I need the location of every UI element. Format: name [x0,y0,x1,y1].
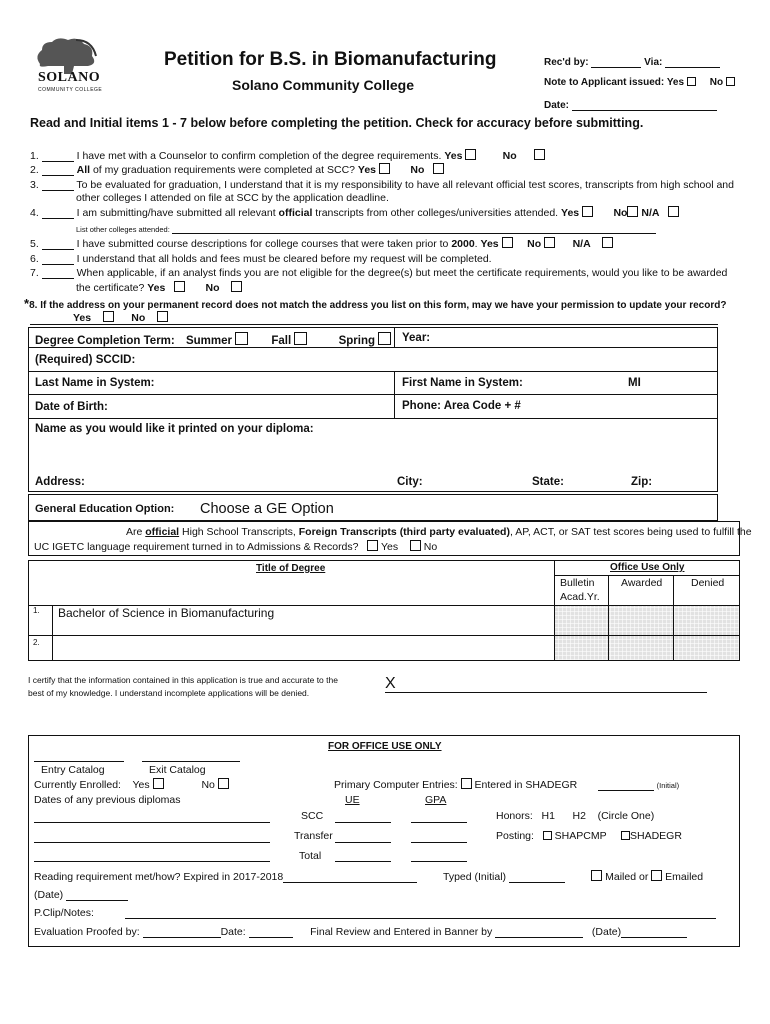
item-number: 8. [29,300,38,311]
item-number: 5. [30,238,39,250]
currently-enrolled-row [34,778,229,791]
logo-sub: COMMUNITY COLLEGE [38,87,103,93]
final-review-field[interactable] [495,925,583,938]
igetc-no-label: No [423,541,438,553]
date-label: (Date) [34,889,64,901]
item-5: 5. I have submitted course descriptions for college courses that were taken prior to 2000. Yes No N/A [30,237,613,250]
item-text: the certificate? [76,282,145,294]
item-text: To be evaluated for graduation, I understand that it is my responsibility to have all relevant official test scores, transcripts from high school and [76,179,734,191]
logo-name: SOLANO [38,70,101,85]
transfer-ue-field[interactable] [335,842,391,843]
signature-field[interactable] [385,692,707,693]
final-date-field[interactable] [621,925,687,938]
signature-x-mark: X [385,675,396,692]
awarded-header: Awarded [621,577,663,589]
divider [608,575,609,661]
item-3-continued: other colleges I attended on file at SCC by the application deadline. [76,192,389,204]
reading-row [34,870,417,883]
item-2 [30,163,444,176]
igetc-text: , AP, ACT, or SAT test scores being used to fulfill the [509,526,752,538]
eval-date-field[interactable] [249,925,293,938]
igetc-line-1 [126,526,752,538]
divider [28,418,718,419]
item-3 [30,178,734,191]
fall-label: Fall [271,335,292,347]
shapcmp-checkbox[interactable] [543,831,552,840]
typed-field[interactable] [509,870,565,883]
item-1 [30,149,545,162]
yes-checkbox[interactable] [379,163,390,174]
no-label: No [527,238,542,250]
entered-shadegr-label: Entered in SHADEGR [474,779,578,791]
evaluation-row [34,925,687,938]
sccid-label: (Required) SCCID: [35,354,136,366]
item-text: of my graduation requirements were completed at SCC? [90,164,355,176]
honors-label: Honors: [496,810,533,822]
date-field[interactable] [66,888,128,901]
no-label: No [613,207,628,219]
header-date-row [544,98,717,111]
primary-entries-row [334,778,679,791]
na-checkbox[interactable] [602,237,613,248]
note-no-label: No [709,77,724,88]
recd-by-field[interactable] [591,55,641,68]
yes-label: Yes [480,238,499,250]
transfer-gpa-field[interactable] [411,842,467,843]
divider [394,327,395,347]
title-of-degree-header: Title of Degree [256,563,326,574]
initial-field[interactable] [42,237,74,250]
eval-field[interactable] [143,925,221,938]
item-4 [30,206,679,219]
divider [30,324,718,325]
final-date-label: (Date) [591,926,622,938]
other-colleges-field[interactable] [172,225,656,234]
divider [673,575,674,661]
via-label: Via: [644,57,663,68]
no-label: No [410,164,425,176]
item-text: I am submitting/have submitted all relevant [76,207,279,219]
state-label: State: [532,476,564,488]
initial-field[interactable] [42,163,74,176]
pclip-label: P.Clip/Notes: [34,907,94,919]
final-review-label: Final Review and Entered in Banner by [310,926,493,938]
initial-field[interactable] [42,206,74,219]
total-ue-field[interactable] [335,861,391,862]
yes-checkbox[interactable] [174,281,185,292]
yes-checkbox[interactable] [502,237,513,248]
igetc-emphasis: official [145,526,180,538]
header-date-label: Date: [544,100,570,111]
typed-row [443,870,703,883]
item-text: When applicable, if an analyst finds you are not eligible for the degree(s) but meet the certificate requirements, would you like to be awarded [76,267,728,279]
recd-by-row [544,55,720,68]
exit-catalog-field[interactable] [142,761,240,762]
no-label: No [502,150,517,162]
reading-field[interactable] [283,870,417,883]
posting-label: Posting: [496,830,534,842]
office-use-title: FOR OFFICE USE ONLY [328,741,442,752]
item-8 [24,296,726,311]
phone-label: Phone: Area Code + # [402,400,521,412]
summer-checkbox[interactable] [235,332,248,345]
item-text: I understand that all holds and fees must be cleared before my request will be completed. [76,253,492,265]
note-yes-checkbox[interactable] [687,77,696,86]
scc-gpa-field[interactable] [411,822,467,823]
h2-option[interactable]: H2 [572,810,586,822]
igetc-yes-checkbox[interactable] [367,540,378,551]
enrolled-no-checkbox[interactable] [218,778,229,789]
na-label: N/A [641,207,660,219]
na-label: N/A [572,238,591,250]
no-checkbox[interactable] [534,149,545,160]
certify-text: best of my knowledge. I understand incomplete applications will be denied. [28,688,310,698]
posting-row [496,830,682,842]
ge-option-label: General Education Option: [35,503,175,515]
igetc-emphasis: Foreign Transcripts (third party evaluated) [298,526,510,538]
degree-title-field[interactable]: Bachelor of Science in Biomanufacturing [58,606,275,620]
no-checkbox[interactable] [627,206,638,217]
spring-checkbox[interactable] [378,332,391,345]
summer-label: Summer [185,335,232,347]
note-issued-row [544,77,735,88]
transfer-label: Transfer [294,830,333,842]
emailed-label: Emailed [665,871,704,883]
office-use-header: Office Use Only [610,562,685,573]
denied-header: Denied [691,577,725,589]
initial-field[interactable] [42,266,74,279]
diploma-name-label: Name as you would like it printed on your diploma: [35,423,314,435]
instructions: Read and Initial items 1 - 7 below before completing the petition. Check for accuracy before submitting. [30,116,644,130]
exit-catalog-label: Exit Catalog [149,764,206,776]
yes-checkbox[interactable] [103,311,114,322]
igetc-text: Are [126,526,146,538]
other-colleges-row [76,225,656,234]
item-text: I have met with a Counselor to confirm completion of the degree requirements. [76,150,442,162]
divider [28,660,740,661]
date-row [34,888,128,901]
item-emphasis: official [278,207,313,219]
no-label: No [205,282,220,294]
diploma-date-field[interactable] [34,861,270,862]
igetc-no-checkbox[interactable] [410,540,421,551]
item-text: I have submitted course descriptions for college courses that were taken prior to [76,238,452,250]
divider [394,371,395,418]
no-checkbox[interactable] [544,237,555,248]
item-6 [30,252,492,265]
divider [28,371,718,372]
initial-field[interactable] [42,178,74,191]
yes-checkbox[interactable] [582,206,593,217]
divider [28,394,718,395]
igetc-line-2 [34,540,437,553]
enrolled-yes-label: Yes [132,779,150,791]
divider [28,635,740,636]
na-checkbox[interactable] [668,206,679,217]
honors-row [496,810,654,822]
note-issued-label: Note to Applicant issued: [544,77,665,88]
other-colleges-label: List other colleges attended: [76,225,170,234]
ge-option-select[interactable]: Choose a GE Option [200,501,334,517]
office-use-shading [554,606,739,660]
certify-text: I certify that the information contained in this application is true and accurate to the [28,675,338,685]
item-8-answers [73,311,168,324]
yes-checkbox[interactable] [465,149,476,160]
last-name-label: Last Name in System: [35,377,155,389]
h1-option[interactable]: H1 [541,810,555,822]
page-title: Petition for B.S. in Biomanufacturing [164,49,497,70]
ue-header: UE [345,794,360,806]
currently-enrolled-label: Currently Enrolled: [34,779,121,791]
initial-field[interactable] [598,778,654,791]
yes-label: Yes [444,150,463,162]
item-number: 1. [30,150,39,162]
city-label: City: [397,476,423,488]
diploma-date-field[interactable] [34,822,270,823]
shadegr-label: SHADEGR [629,830,682,842]
enrolled-yes-checkbox[interactable] [153,778,164,789]
header-date-field[interactable] [572,98,717,111]
item-number: 7. [30,267,39,279]
acad-yr-header: Acad.Yr. [560,591,600,603]
yes-label: Yes [357,164,377,176]
circle-one-label: (Circle One) [597,810,655,822]
item-emphasis: 2000 [451,238,475,250]
initial-field[interactable] [42,149,74,162]
no-checkbox[interactable] [433,163,444,174]
page-subtitle: Solano Community College [232,77,415,93]
entry-catalog-label: Entry Catalog [41,764,105,776]
table-row-number: 2. [33,638,40,647]
note-yes-label: Yes [666,77,685,88]
college-logo [30,36,102,96]
entry-catalog-field[interactable] [34,761,124,762]
yes-label: Yes [147,282,166,294]
shadegr-post-checkbox[interactable] [621,831,630,840]
item-text: If the address on your permanent record does not match the address you list on this form, may we have your permission to update your record? [40,300,727,311]
item-7 [30,266,727,279]
divider [554,575,740,576]
eval-label: Evaluation Proofed by: [34,926,140,938]
item-number: 3. [30,179,39,191]
item-7-continued [76,281,242,294]
dob-label: Date of Birth: [35,401,108,413]
prev-diplomas-label: Dates of any previous diplomas [34,794,181,806]
completion-term-row [35,332,391,347]
shadegr-checkbox[interactable] [461,778,472,789]
igetc-text: High School Transcripts, [179,526,299,538]
address-label: Address: [35,476,85,488]
igetc-text: UC IGETC language requirement turned in to Admissions & Records? [34,541,359,553]
recd-by-label: Rec'd by: [544,57,589,68]
table-row-number: 1. [33,606,40,615]
item-number: 6. [30,253,39,265]
student-info-box [28,327,718,492]
first-name-label: First Name in System: [402,377,523,389]
item-text: transcripts from other colleges/universities attended. [312,207,559,219]
divider [52,605,53,661]
initial-label: (Initial) [656,781,680,790]
fall-checkbox[interactable] [294,332,307,345]
diploma-date-field[interactable] [34,842,270,843]
term-label: Degree Completion Term: [35,335,175,347]
scc-ue-field[interactable] [335,822,391,823]
item-emphasis: All [76,164,91,176]
shapcmp-label: SHAPCMP [554,830,607,842]
primary-entries-label: Primary Computer Entries: [334,779,458,791]
note-no-checkbox[interactable] [726,77,735,86]
scc-label: SCC [301,810,324,822]
enrolled-no-label: No [201,779,215,791]
initial-field[interactable] [42,252,74,265]
no-checkbox[interactable] [157,311,168,322]
yes-label: Yes [73,312,92,324]
divider [28,347,718,348]
mailed-checkbox[interactable] [591,870,602,881]
yes-label: Yes [561,207,580,219]
asterisk: * [24,296,30,311]
spring-label: Spring [338,335,376,347]
bulletin-header: Bulletin [560,577,595,589]
reading-label: Reading requirement met/how? Expired in 2017-2018 [34,871,284,883]
mailed-label: Mailed or [605,871,649,883]
igetc-yes-label: Yes [381,541,399,553]
item-number: 4. [30,207,39,219]
year-label: Year: [402,332,431,344]
pclip-field[interactable] [125,918,716,919]
no-label: No [131,312,146,324]
mi-label: MI [628,377,641,389]
eval-date-label: Date: [220,926,246,938]
emailed-checkbox[interactable] [651,870,662,881]
no-checkbox[interactable] [231,281,242,292]
zip-label: Zip: [631,476,653,488]
via-field[interactable] [665,55,720,68]
total-gpa-field[interactable] [411,861,467,862]
gpa-header: GPA [425,794,447,806]
typed-label: Typed (Initial) [443,871,507,883]
total-label: Total [299,850,322,862]
item-number: 2. [30,164,39,176]
